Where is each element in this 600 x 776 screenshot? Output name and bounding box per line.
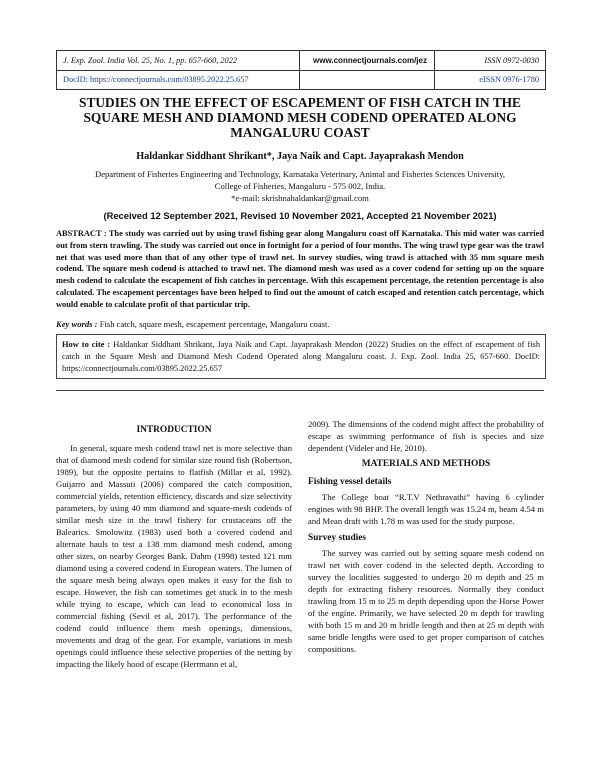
introduction-heading: INTRODUCTION [136,425,212,435]
journal-info [57,51,300,89]
vessel-heading: Fishing vessel details [308,477,392,487]
email[interactable]: *e-mail: skrishnahaldankar@gmail.com [231,193,369,203]
issn: ISSN 0972-0030 [484,56,539,65]
left-column [56,424,292,670]
affiliation-line-1: Department of Fisheries Engineering and Technology, Karnataka Veterinary, Animal and Fisheries Sciences University, [94,169,506,179]
cite-text: Haldankar Siddhant Shrikant, Jaya Naik and Capt. Jayaprakash Mendon (2022) Studies on the effect of escapement of fish catch in the Square Mesh and Diamond Mesh Codend Operated along Mangaluru coast. J. Exp. Zool. India 25, 657-660. DocID: https://connectjournals.com/03895.2022.25.657 [62,340,541,373]
methods-heading: MATERIALS AND METHODS [361,459,491,469]
affiliation [56,168,544,204]
how-to-cite-box [56,334,546,379]
survey-heading: Survey studies [308,533,367,543]
keywords [56,319,544,329]
journal-header [56,50,546,90]
header-spacer [297,70,437,89]
abstract [56,228,544,311]
section-divider [56,390,544,391]
abstract-text: The study was carried out by using trawl fishing gear along Mangaluru coast off Karnataka. This mid water was carried out from stern trawling. The study was carried out once in fortnight for a period of four months. The wing trawl type gear was the trawl net that was used more than that of any other type of trawl net. In survey studies, wing trawl is attached with 35 mm square mesh codend. The square mesh codend is attached to trawl net. The diamond mesh was used as a cover codend for setting up on the square mesh codend to calculate the escapement of fish catches in percentage. With this escapement percentage, the retention percentage is also calculated. The escapement percentages have been helped to find out the amount of catch escaped and retention catch percentage, which would enable to calculate profit of that particular trip. [56,229,544,309]
intro-paragraph: In general, square mesh codend trawl net is more selective than that of diamond mesh codend for similar size round fish (Robertson, 1989), but the opposite pertains to flatfish (Millar et al, 1992). Guijarro and Massuti (2006) compared the catch composition, commercial yields, retention efficiency, discards and size selectivity parameters, by using 40 mm diamond and square-mesh codends of similar mesh size in the trawl fishery for crustaceans off the Balearics. Smolowitz (1983) used both a covered codend and alternate hauls to test a 138 mm diamond mesh codend, among other sizes, on nearby Georges Bank. Dahm (1998) tested 121 mm diamond using a covered codend in European waters. The lumen of the square mesh being always open makes it easy for the fish to escape. However, the fish can sometimes get stuck in to the mesh while trying to escape, which can lead to economical loss in commercial fishing (Sevil et al, 2017). The performance of the codend could influence them mesh openings, dimensions, movements and drag of the gear. For example, variations in mesh openings could influence these selective properties of the netting by impacting the likely hood of escape (Herrmann et al, [56,443,292,669]
intro-continuation: 2009). The dimensions of the codend might affect the probability of escape as swimming performance of fish is species and size dependent (Videler and He, 2010). [308,419,544,453]
journal-website [300,51,435,89]
survey-paragraph: The survey was carried out by setting square mesh codend on trawl net with cover codend in the selected depth. According to survey the localities suggested to undergo 20 m depth and 25 m depth for extracting fishery resources. Normally they conduct trawling from 15 m to 25 m depth depending upon the Horse Power of the engine. Primarily, we have selected 20 m depth for trawling with both 15 m and 20 m bridle length and then at 25 m depth with same bridle lengths were used to get proper comparison of catches compositions. [308,548,544,654]
received-dates: (Received 12 September 2021, Revised 10 November 2021, Accepted 21 November 2021) [103,210,497,221]
right-column [308,418,544,655]
journal-line: J. Exp. Zool. India Vol. 25, No. 1, pp. 657-660, 2022 [63,56,237,65]
vessel-paragraph: The College boat “R.T.V Nethravathi” having 6 cylinder engines with 98 BHP. The overall length was 15.24 m, beam 4.54 m and Mean draft with 1.78 m was used for the study purpose. [308,492,544,526]
website-link[interactable]: www.connectjournals.com/jez [313,56,427,65]
keywords-text: Fish catch, square mesh, escapement percentage, Mangaluru coast. [99,319,330,329]
eissn: eISSN 0976-1780 [429,70,545,89]
abstract-label: ABSTRACT : [56,229,107,238]
doi-link[interactable]: DocID: https://connectjournals.com/03895.2022.25.657 [57,70,299,89]
author-list: Haldankar Siddhant Shrikant*, Jaya Naik and Capt. Jayaprakash Mendon [136,151,464,162]
paper-title: STUDIES ON THE EFFECT OF ESCAPEMENT OF FISH CATCH IN THE SQUARE MESH AND DIAMOND MESH CODEND OPERATED ALONG MANGALURU COAST [79,95,521,140]
issn-block [435,51,545,89]
cite-label: How to cite : [62,340,111,349]
keywords-label: Key words : [56,319,98,329]
affiliation-line-2: College of Fisheries, Mangaluru - 575 002, India. [214,181,386,191]
